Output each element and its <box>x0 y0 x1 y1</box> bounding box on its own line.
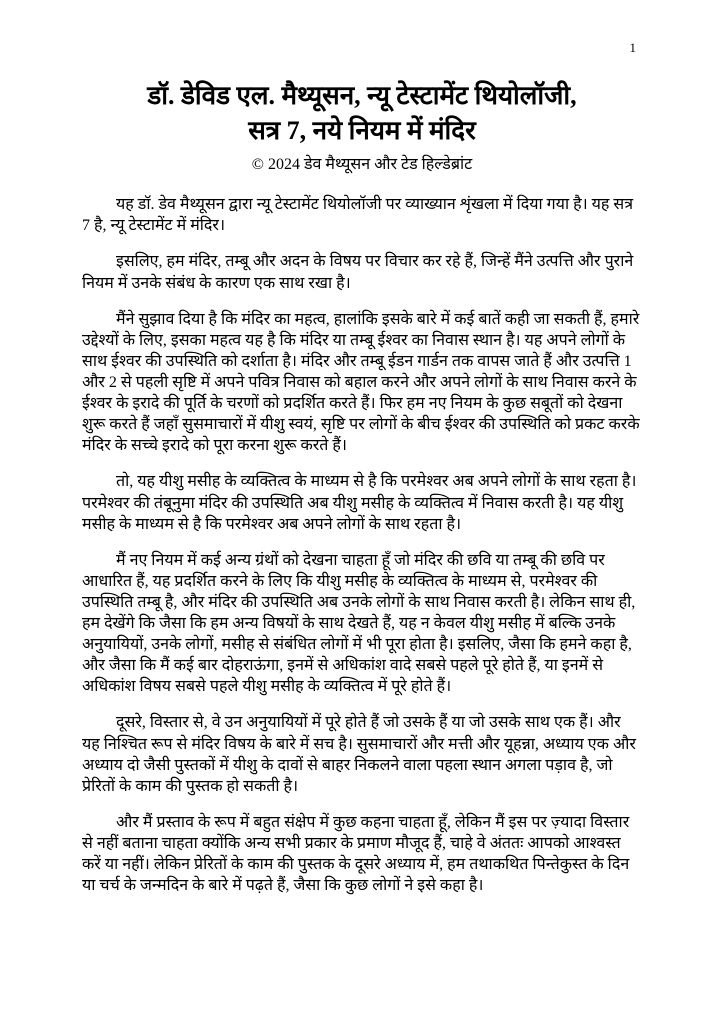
copyright-line: © 2024 डेव मैथ्यूसन और टेड हिल्डेब्रांट <box>251 156 473 174</box>
paragraph: तो, यह यीशु मसीह के व्यक्तित्व के माध्यम से है कि परमेश्वर अब अपने लोगों के साथ रहता है। परमेश्वर की तंबूनुमा मंदिर की उपस्थिति अब यीशु मसीह के व्यक्तित्व में निवास करती है। यह यीशु मसीह के माध्यम से है कि परमेश्वर अब अपने लोगों के साथ रहता है। <box>82 473 637 533</box>
page-number: 1 <box>629 40 636 55</box>
title-line-2: सत्र 7, नये नियम में मंदिर <box>248 116 476 146</box>
paragraph: मैं नए नियम में कई अन्य ग्रंथों को देखना चाहता हूँ जो मंदिर की छवि या तम्बू की छवि पर आधारित हैं, यह प्रदर्शित करने के लिए कि यीशु मसीह के व्यक्तित्व के माध्यम से, परमेश्वर की उपस्थिति तम्बू है, और मंदिर की उपस्थिति अब उनके लोगों के साथ निवास करती है। लेकिन साथ ही, हम देखेंगे कि जैसा कि हम अन्य विषयों के साथ देखते हैं, यह न केवल यीशु मसीह में बल्कि उनके अनुयायियों, उनके लोगों, मसीह से संबंधित लोगों में भी पूरा होता है। इसलिए, जैसा कि हमने कहा है, और जैसा कि मैं कई बार दोहराऊंगा, इनमें से अधिकांश वादे सबसे पहले पूरे होते हैं, या इनमें से अधिकांश विषय सबसे पहले यीशु मसीह के व्यक्तित्व में पूरे होते हैं। <box>82 551 636 696</box>
paragraph: मैंने सुझाव दिया है कि मंदिर का महत्व, हालांकि इसके बारे में कई बातें कही जा सकती हैं, हमारे उद्देश्यों के लिए, इसका महत्व यह है कि मंदिर या तम्बू ईश्वर का निवास स्थान है। यह अपने लोगों के साथ ईश्वर की उपस्थिति को दर्शाता है। मंदिर और तम्बू ईडन गार्डन तक वापस जाते हैं और उत्पत्ति 1 और 2 से पहली सृष्टि में अपने पवित्र निवास को बहाल करने और अपने लोगों के साथ निवास करने के ईश्वर के इरादे की पूर्ति के चरणों को प्रदर्शित करते हैं। फिर हम नए नियम के कुछ सबूतों को देखना शुरू करते हैं जहाँ सुसमाचारों में यीशु स्वयं, सृष्टि पर लोगों के बीच ईश्वर की उपस्थिति को प्रकट करके मंदिर के सच्चे इरादे को पूरा करना शुरू करते हैं। <box>82 310 640 455</box>
paragraph: और मैं प्रस्ताव के रूप में बहुत संक्षेप में कुछ कहना चाहता हूँ, लेकिन मैं इस पर ज़्यादा विस्तार से नहीं बताना चाहता क्योंकि अन्य सभी प्रकार के प्रमाण मौजूद हैं, चाहे वे अंततः आपको आश्वस्त करें या नहीं। लेकिन प्रेरितों के काम की पुस्तक के दूसरे अध्याय में, हम तथाकथित पिन्तेकुस्त के दिन या चर्च के जन्मदिन के बारे में पढ़ते हैं, जैसा कि कुछ लोगों ने इसे कहा है। <box>82 813 630 895</box>
paragraph: इसलिए, हम मंदिर, तम्बू और अदन के विषय पर विचार कर रहे हैं, जिन्हें मैंने उत्पत्ति और पुराने नियम में उनके संबंध के कारण एक साथ रखा है। <box>82 253 634 292</box>
document-title <box>82 78 642 148</box>
title-line-1: डॉ. डेविड एल. मैथ्यूसन, न्यू टेस्टामेंट थियोलॉजी, <box>147 81 577 110</box>
paragraph: दूसरे, विस्तार से, वे उन अनुयायियों में पूरे होते हैं जो उसके हैं या जो उसके साथ एक हैं। और यह निश्चित रूप से मंदिर विषय के बारे में सच है। सुसमाचारों और मत्ती और यूहन्ना, अध्याय एक और अध्याय दो जैसी पुस्तकों में यीशु के दावों से बाहर निकलने वाला पहला स्थान अगला पड़ाव है, जो प्रेरितों के काम की पुस्तक हो सकती है। <box>82 714 636 795</box>
document-body <box>82 194 642 896</box>
paragraph: यह डॉ. डेव मैथ्यूसन द्वारा न्यू टेस्टामेंट थियोलॉजी पर व्याख्यान शृंखला में दिया गया है। यह सत्र 7 है, न्यू टेस्टामेंट में मंदिर। <box>82 196 634 235</box>
